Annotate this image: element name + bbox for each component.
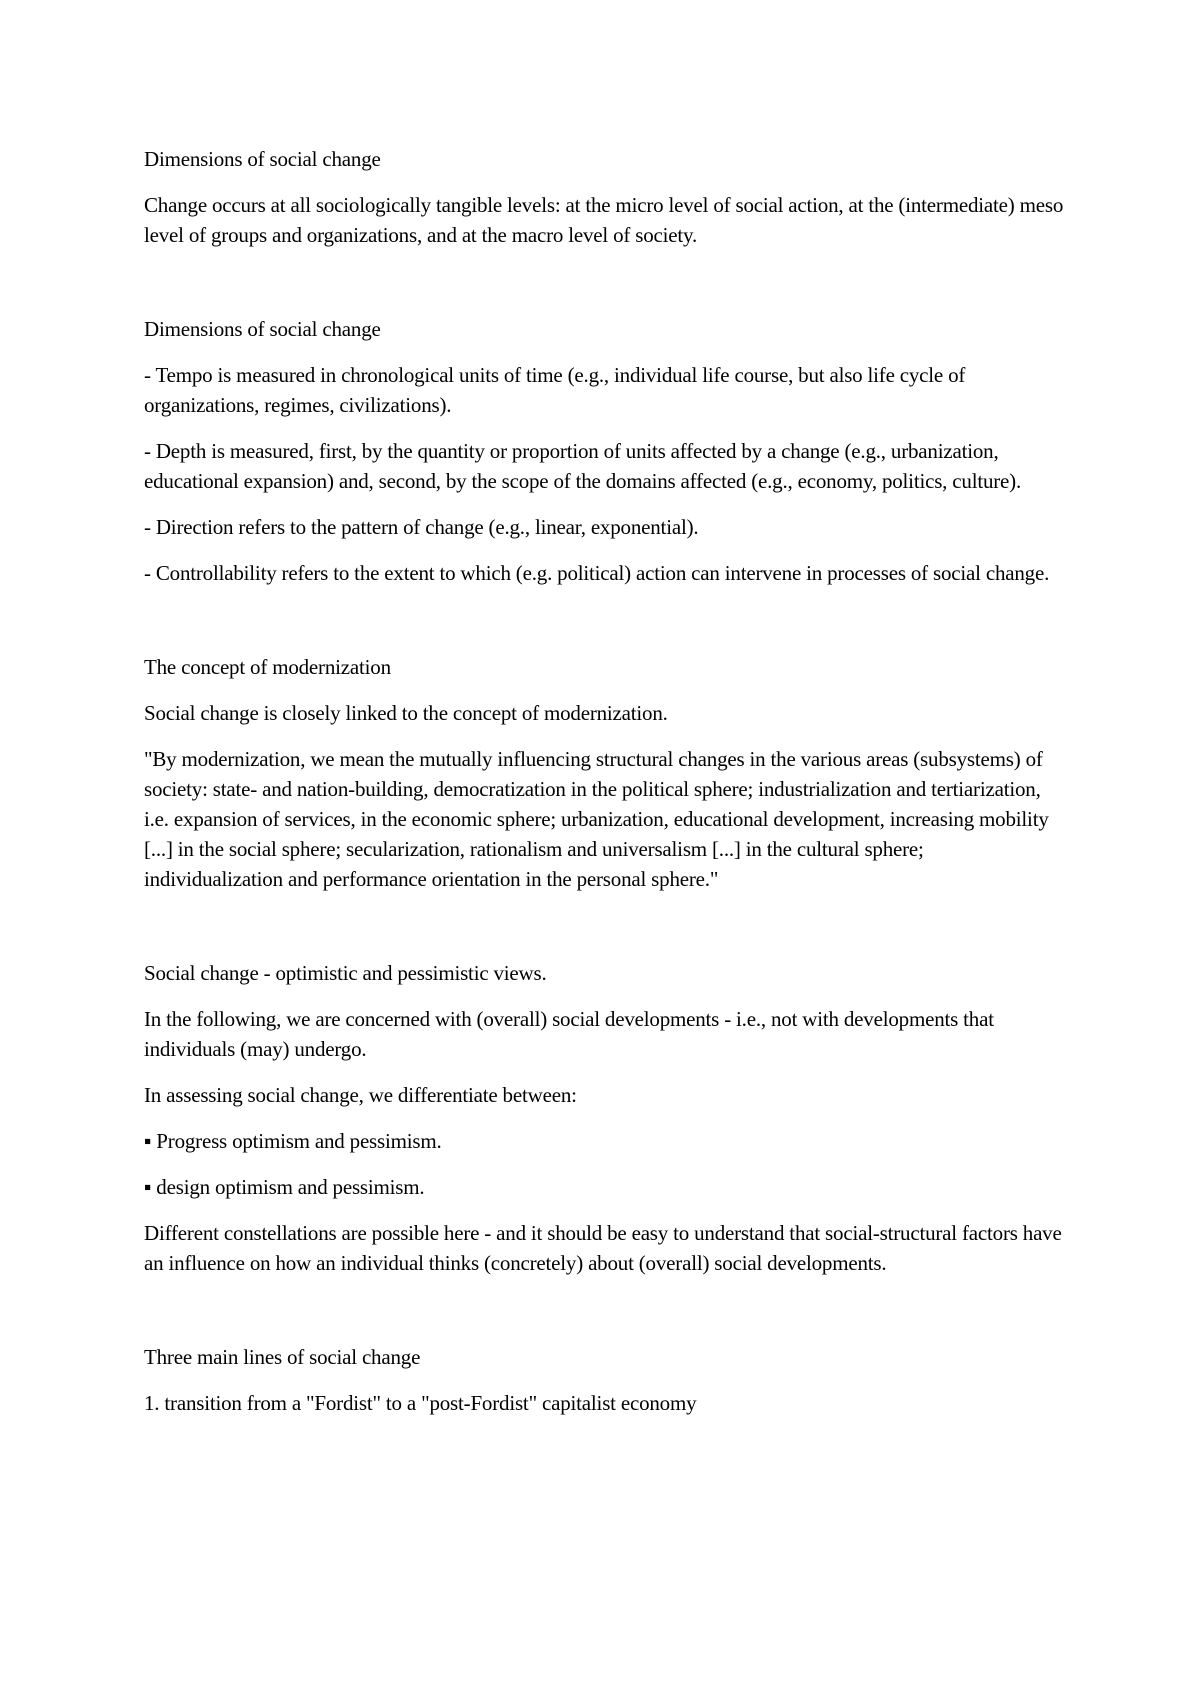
section-gap [144, 604, 1064, 652]
quote-paragraph: "By modernization, we mean the mutually influencing structural changes in the various areas (subsystems) of society: state- and nation-building, democratization in the political sphere; industrialization and tertiarization, i.e. expansion of services, in the economic sphere; urbanization, educational development, increasing mobility [...] in the social sphere; secularization, rationalism and universalism [...] in the cultural sphere; individualization and performance orientation in the personal sphere." [144, 747, 1049, 891]
section-dimensions-levels [144, 144, 1064, 250]
section-dimensions-list [144, 314, 1064, 588]
bullet-item-progress: ▪ Progress optimism and pessimism. [144, 1129, 442, 1153]
list-item-controllability: - Controllability refers to the extent to which (e.g. political) action can intervene in processes of social change. [144, 561, 1050, 585]
section-gap [144, 266, 1064, 314]
section-gap [144, 1294, 1064, 1342]
list-item-direction: - Direction refers to the pattern of change (e.g., linear, exponential). [144, 515, 699, 539]
section-heading: Social change - optimistic and pessimistic views. [144, 961, 547, 985]
list-item-tempo: - Tempo is measured in chronological units of time (e.g., individual life course, but also life cycle of organizations, regimes, civilizations). [144, 363, 966, 417]
document-body [144, 144, 1064, 1434]
list-item-depth: - Depth is measured, first, by the quantity or proportion of units affected by a change (e.g., urbanization, educational expansion) and, second, by the scope of the domains affected (e.g., economy, politics, culture). [144, 439, 1022, 493]
section-main-lines [144, 1342, 1064, 1418]
section-gap [144, 910, 1064, 958]
paragraph: Change occurs at all sociologically tangible levels: at the micro level of social action, at the (intermediate) meso level of groups and organizations, and at the macro level of society. [144, 193, 1064, 247]
section-optimistic-pessimistic [144, 958, 1064, 1278]
section-heading: Dimensions of social change [144, 317, 381, 341]
section-heading: Dimensions of social change [144, 147, 381, 171]
numbered-item: 1. transition from a "Fordist" to a "post-Fordist" capitalist economy [144, 1391, 697, 1415]
paragraph: Social change is closely linked to the concept of modernization. [144, 701, 668, 725]
paragraph: In the following, we are concerned with (overall) social developments - i.e., not with developments that individuals (may) undergo. [144, 1007, 994, 1061]
section-modernization [144, 652, 1064, 894]
section-heading: The concept of modernization [144, 655, 391, 679]
paragraph: In assessing social change, we differentiate between: [144, 1083, 577, 1107]
paragraph: Different constellations are possible here - and it should be easy to understand that social-structural factors have an influence on how an individual thinks (concretely) about (overall) social developments. [144, 1221, 1062, 1275]
bullet-item-design: ▪ design optimism and pessimism. [144, 1175, 425, 1199]
section-heading: Three main lines of social change [144, 1345, 421, 1369]
